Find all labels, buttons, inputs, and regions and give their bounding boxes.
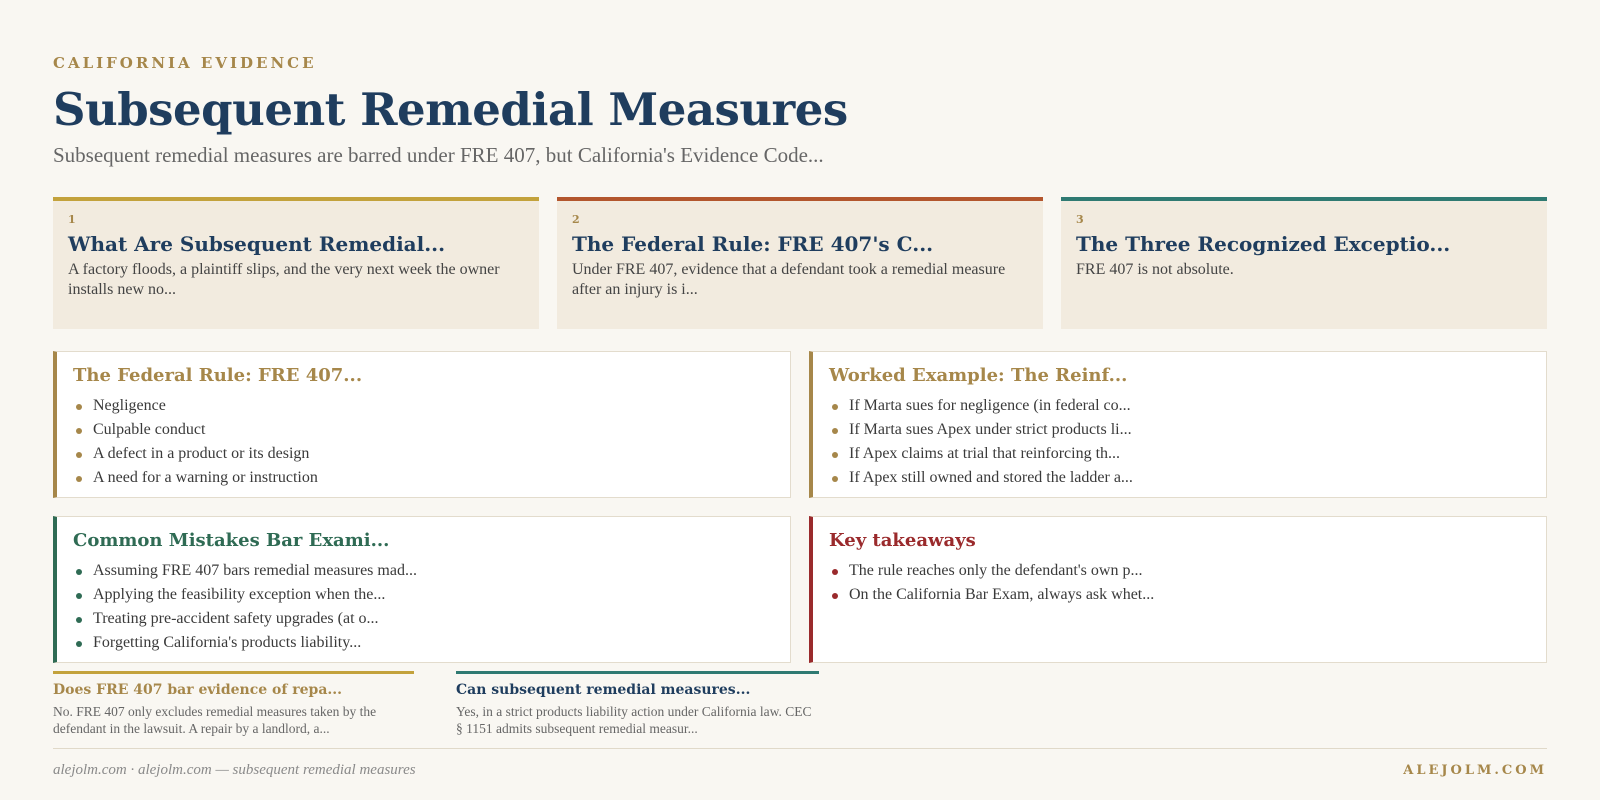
list-item: On the California Bar Exam, always ask whet... [829,583,1530,607]
step-body: FRE 407 is not absolute. [1076,261,1234,278]
list-item: Culpable conduct [73,418,774,442]
faq-item-1[interactable] [53,671,414,737]
list-item: If Marta sues for negligence (in federal co... [829,394,1530,418]
step-cards [53,197,1547,329]
page-subtitle: Subsequent remedial measures are barred under FRE 407, but California's Evidence Code... [53,143,824,167]
list-item: The rule reaches only the defendant's own p... [829,559,1530,583]
faq-question[interactable]: Can subsequent remedial measures... [456,682,751,698]
faq-section [53,671,819,737]
bullet-list [829,394,1530,490]
faq-answer: Yes, in a strict products liability action under California law. CEC § 1151 admits subsequent remedial measur... [456,704,812,736]
bullet-list [73,559,774,655]
list-item: A defect in a product or its design [73,442,774,466]
footer-divider [53,748,1547,749]
list-item: If Apex still owned and stored the ladder a... [829,466,1530,490]
page-header [53,54,1547,168]
list-item: Treating pre-accident safety upgrades (at o... [73,607,774,631]
card-title: Key takeaways [829,530,976,551]
page-title: Subsequent Remedial Measures [53,83,848,136]
step-number: 1 [68,213,76,226]
faq-item-2[interactable] [456,671,819,737]
card-worked-example[interactable] [809,351,1547,498]
step-card-1[interactable] [53,197,539,329]
list-item: Forgetting California's products liability... [73,631,774,655]
bullet-list [829,559,1530,607]
card-common-mistakes[interactable] [53,516,791,663]
step-title: What Are Subsequent Remedial... [68,232,446,256]
list-item: If Apex claims at trial that reinforcing th... [829,442,1530,466]
list-item: If Marta sues Apex under strict products li... [829,418,1530,442]
card-title: Common Mistakes Bar Exami... [73,530,390,551]
card-title: Worked Example: The Reinf... [829,365,1128,386]
card-federal-rule[interactable] [53,351,791,498]
bullet-list [73,394,774,490]
faq-answer: No. FRE 407 only excludes remedial measures taken by the defendant in the lawsuit. A repair by a landlord, a... [53,704,377,736]
card-key-takeaways[interactable] [809,516,1547,663]
step-title: The Three Recognized Exceptio... [1076,232,1451,256]
step-body: Under FRE 407, evidence that a defendant took a remedial measure after an injury is i... [572,261,1006,298]
step-number: 2 [572,213,580,226]
list-item: Applying the feasibility exception when the... [73,583,774,607]
list-item: Assuming FRE 407 bars remedial measures mad... [73,559,774,583]
step-number: 3 [1076,213,1084,226]
step-card-3[interactable] [1061,197,1547,329]
step-body: A factory floods, a plaintiff slips, and the very next week the owner installs new no... [68,261,500,298]
step-title: The Federal Rule: FRE 407's C... [572,232,934,256]
section-cards [53,351,1547,663]
list-item: A need for a warning or instruction [73,466,774,490]
list-item: Negligence [73,394,774,418]
footer-source: alejolm.com · alejolm.com — subsequent remedial measures [53,762,416,778]
card-title: The Federal Rule: FRE 407... [73,365,363,386]
footer-brand-link[interactable]: ALEJOLM.COM [1403,763,1547,778]
step-card-2[interactable] [557,197,1043,329]
faq-question[interactable]: Does FRE 407 bar evidence of repa... [53,682,343,698]
eyebrow-label: CALIFORNIA EVIDENCE [53,54,317,72]
